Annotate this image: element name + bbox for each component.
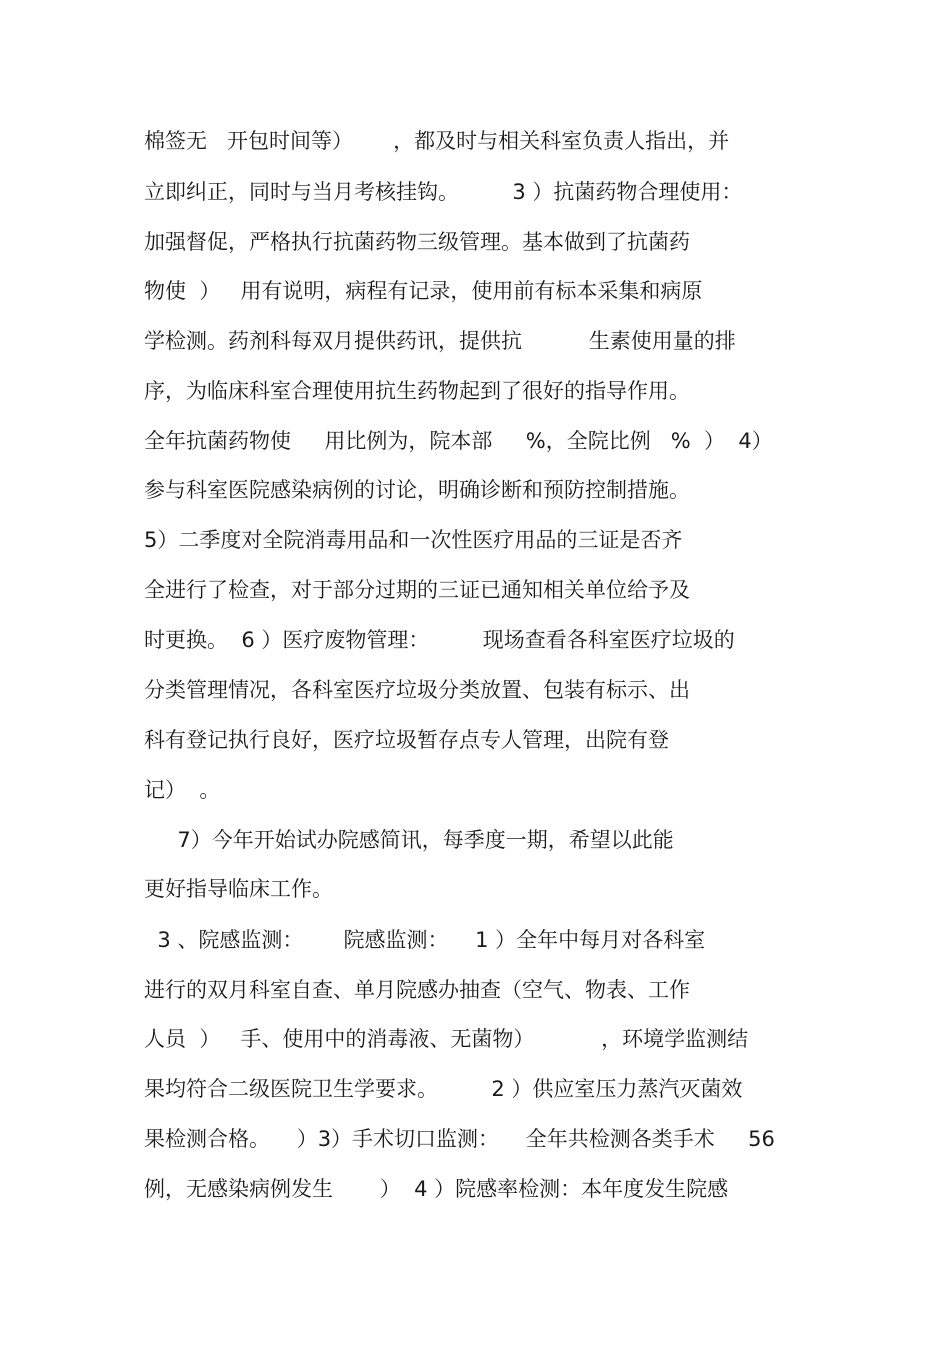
text-line: 加强督促，严格执行抗菌药物三级管理。基本做到了抗菌药: [144, 230, 690, 254]
text-line: 记） 。: [144, 778, 221, 802]
text-line: 立即纠正，同时与当月考核挂钩。 3 ）抗菌药物合理使用：: [144, 180, 743, 204]
text-line: 全进行了检查，对于部分过期的三证已通知相关单位给予及: [144, 578, 690, 602]
text-line: 参与科室医院感染病例的讨论，明确诊断和预防控制措施。: [144, 478, 690, 502]
text-line: 时更换。 6 ）医疗废物管理： 现场查看各科室医疗垃圾的: [144, 628, 735, 652]
text-line: 进行的双月科室自查、单月院感办抽查（空气、物表、工作: [144, 978, 690, 1002]
text-line: 5）二季度对全院消毒用品和一次性医疗用品的三证是否齐: [144, 528, 683, 552]
text-line: 物使 ） 用有说明，病程有记录，使用前有标本采集和病原: [144, 279, 703, 303]
text-line: 分类管理情况，各科室医疗垃圾分类放置、包装有标示、出: [144, 678, 690, 702]
text-line: 3 、院感监测： 院感监测： 1 ）全年中每月对各科室: [144, 928, 706, 952]
text-line: 棉签无 开包时间等） ，都及时与相关科室负责人指出，并: [144, 129, 730, 153]
text-line: 全年抗菌药物使 用比例为，院本部 %，全院比例 % ） 4）: [144, 429, 773, 453]
text-line: 例，无感染病例发生 ） 4 ）院感率检测：本年度发生院感: [144, 1177, 729, 1201]
text-line: 7）今年开始试办院感简讯，每季度一期，希望以此能: [144, 828, 674, 852]
text-line: 人员 ） 手、使用中的消毒液、无菌物） ，环境学监测结: [144, 1027, 749, 1051]
text-line: 科有登记执行良好，医疗垃圾暂存点专人管理，出院有登: [144, 728, 669, 752]
text-line: 果检测合格。 ）3）手术切口监测： 全年共检测各类手术 56: [144, 1127, 775, 1151]
text-line: 更好指导临床工作。: [144, 877, 333, 901]
text-line: 学检测。药剂科每双月提供药讯，提供抗 生素使用量的排: [144, 329, 736, 353]
text-line: 序，为临床科室合理使用抗生药物起到了很好的指导作用。: [144, 379, 690, 403]
text-line: 果均符合二级医院卫生学要求。 2 ）供应室压力蒸汽灭菌效: [144, 1077, 743, 1101]
